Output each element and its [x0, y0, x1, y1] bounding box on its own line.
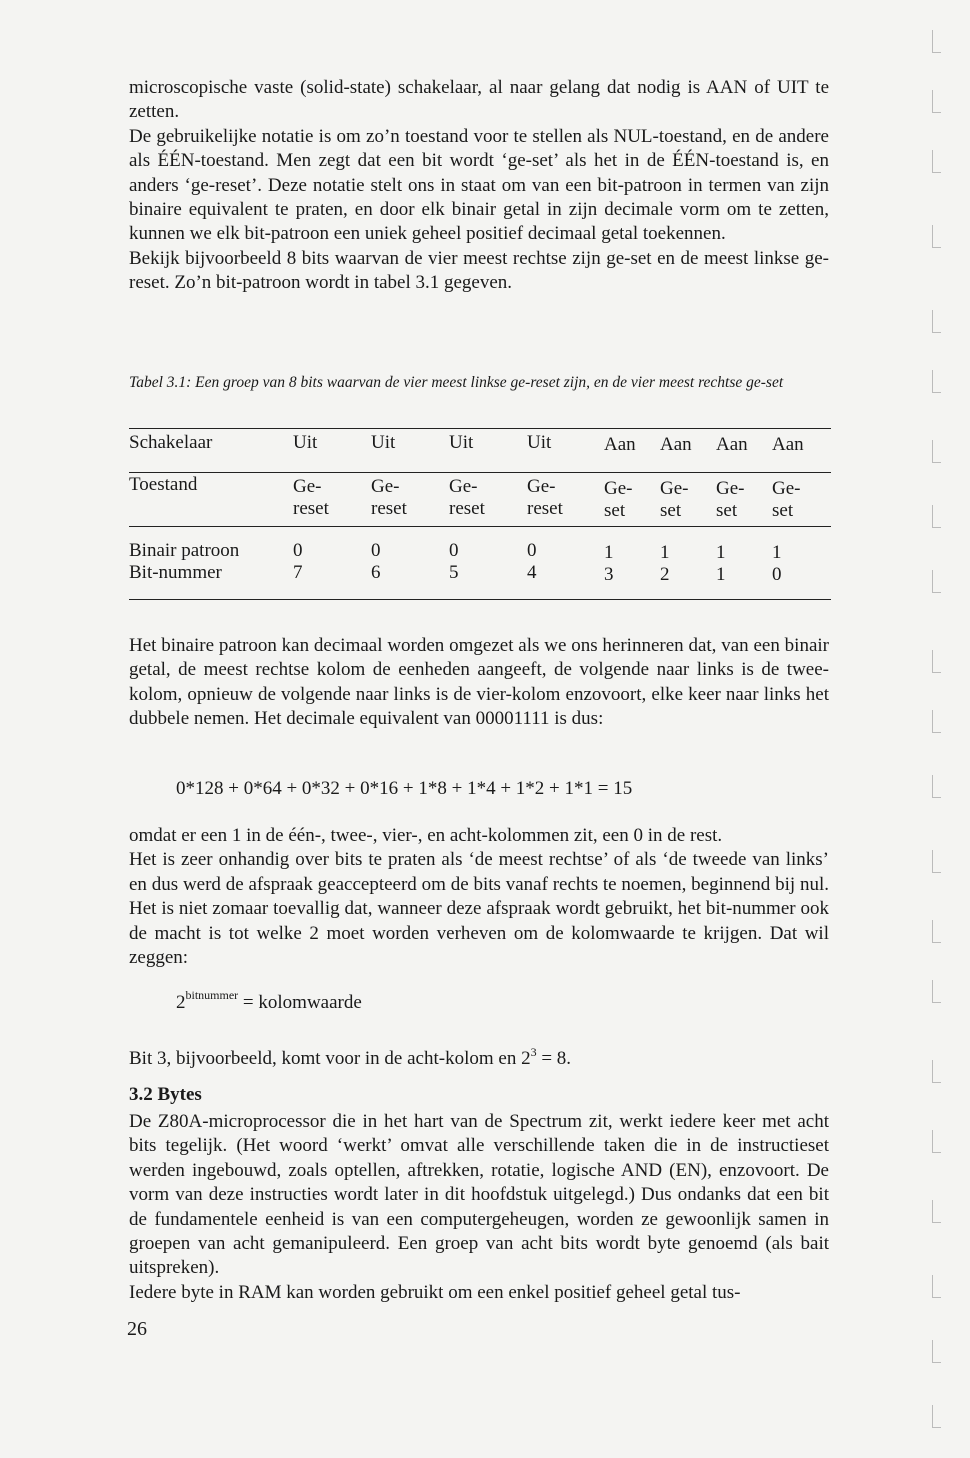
- table-cell: Binair patroon: [129, 540, 240, 561]
- table-cell: 5: [449, 562, 459, 583]
- intro-text: [129, 76, 829, 296]
- bit3-exponent: 3: [530, 1045, 537, 1059]
- power-rest: = kolomwaarde: [238, 992, 362, 1013]
- table-cell: Ge-: [772, 478, 801, 499]
- table-cell: Aan: [772, 434, 804, 455]
- table-cell: Bit-nummer: [129, 562, 222, 583]
- table-cell: 0: [371, 540, 381, 561]
- table-rule-top: [129, 428, 831, 429]
- page-edge-marks: [928, 0, 970, 1458]
- paragraph: microscopische vaste (solid-state) schakelaar, al naar gelang dat nodig is AAN of UIT te zetten.: [129, 77, 829, 123]
- table-cell: 0: [772, 564, 782, 585]
- power-exponent: bitnummer: [185, 988, 239, 1002]
- table-cell: Ge-: [604, 478, 633, 499]
- table-cell: reset: [449, 498, 485, 519]
- paragraph: Het is zeer onhandig over bits te praten als ‘de meest rechtse’ of als ‘de tweede van links’ en dus werd de afspraak geaccepteerd om de bits vanaf rechts te noemen, beginnend bij nul. Het is niet zomaar toevallig dat, wanneer deze afspraak wordt gebruikt, het bit-nummer ook de macht is tot welke 2 moet worden verheven om de kolomwaarde te krijgen. Dat wil zeggen:: [129, 849, 829, 969]
- table-cell: 1: [604, 542, 614, 563]
- table-cell: Aan: [716, 434, 748, 455]
- paragraph: De Z80A-microprocessor die in het hart van de Spectrum zit, werkt iedere keer met acht bits tegelijk. (Het woord ‘werkt’ omvat alle verschillende taken die in de instructieset werden ingebouwd, zoals optellen, aftrekken, rotatie, logische AND (EN), enzovoort. De vorm van deze instructies wordt later in dit hoofdstuk uitgelegd.) Dus ondanks dat een bit de fundamentele eenheid is van een computergeheugen, worden ze gewoonlijk samen in groepen van acht gemanipuleerd. Een groep van acht bits wordt byte genoemd (als bait uitspreken).: [129, 1111, 829, 1279]
- bit3-line: [129, 1040, 829, 1071]
- table-cell: Toestand: [129, 474, 198, 495]
- table-cell: set: [660, 500, 682, 521]
- table-cell: 1: [660, 542, 670, 563]
- body-text: [129, 634, 829, 732]
- table-cell: 7: [293, 562, 303, 583]
- paragraph: omdat er een 1 in de één-, twee-, vier-, en acht-kolommen zit, een 0 in de rest.: [129, 825, 723, 846]
- table-cell: 0: [293, 540, 303, 561]
- table-cell: 0: [527, 540, 537, 561]
- body-text: [129, 1110, 829, 1305]
- table-cell: 1: [772, 542, 782, 563]
- page-number: 26: [127, 1318, 147, 1340]
- table-cell: Uit: [293, 432, 318, 453]
- table-cell: Ge-: [716, 478, 745, 499]
- table-cell: set: [772, 500, 794, 521]
- table-cell: Ge-: [449, 476, 478, 497]
- power-formula: [176, 988, 362, 1014]
- section-heading: 3.2 Bytes: [129, 1084, 202, 1105]
- paragraph: De gebruikelijke notatie is om zo’n toestand voor te stellen als NUL-toestand, en de andere als ÉÉN-toestand. Men zegt dat een bit wordt ‘ge-set’ als het in de ÉÉN-toestand is, en anders ‘ge-reset’. Deze notatie stelt ons in staat om van een bit-patroon in termen van zijn binaire equivalent te praten, en door elk binair getal in zijn decimale vorm om te zetten, kunnen we elk bit-patroon een uniek geheel positief decimaal getal toekennen.: [129, 125, 829, 245]
- paragraph: Het binaire patroon kan decimaal worden omgezet als we ons herinneren dat, van een binair getal, de meest rechtse kolom de eenheden aangeeft, de volgende naar links is de twee-kolom, opnieuw de volgende naar links is de vier-kolom enzovoort, elke keer naar links het dubbele nemen. Het decimale equivalent van 00001111 is dus:: [129, 635, 829, 730]
- paragraph: Bekijk bijvoorbeeld 8 bits waarvan de vier meest rechtse zijn ge-set en de meest linkse ge-reset. Zo’n bit-patroon wordt in tabel 3.1 gegeven.: [129, 247, 829, 294]
- table-cell: Uit: [527, 432, 552, 453]
- table-cell: 0: [449, 540, 459, 561]
- table-cell: reset: [293, 498, 329, 519]
- formula: 0*128 + 0*64 + 0*32 + 0*16 + 1*8 + 1*4 + 1*2 + 1*1 = 15: [176, 778, 633, 799]
- table-cell: 2: [660, 564, 670, 585]
- table-cell: 6: [371, 562, 381, 583]
- table-cell: Ge-: [371, 476, 400, 497]
- paragraph: Iedere byte in RAM kan worden gebruikt om een enkel positief geheel getal tus-: [129, 1281, 741, 1303]
- table-rule: [129, 526, 831, 527]
- table-cell: Uit: [449, 432, 474, 453]
- table-cell: set: [716, 500, 738, 521]
- table-cell: reset: [527, 498, 563, 519]
- table-cell: 4: [527, 562, 537, 583]
- power-base: 2: [176, 992, 186, 1013]
- table-cell: 3: [604, 564, 614, 585]
- table-rule-bottom: [129, 599, 831, 600]
- table-cell: Ge-: [527, 476, 556, 497]
- table-cell: Ge-: [660, 478, 689, 499]
- table-cell: Aan: [660, 434, 692, 455]
- table-cell: Uit: [371, 432, 396, 453]
- table-cell: Aan: [604, 434, 636, 455]
- table-cell: 1: [716, 564, 726, 585]
- bit3-tail: = 8.: [536, 1048, 572, 1069]
- table-cell: set: [604, 500, 626, 521]
- table-caption: Tabel 3.1: Een groep van 8 bits waarvan de vier meest linkse ge-reset zijn, en de vier meest rechtse ge-set: [129, 374, 784, 391]
- table-cell: Ge-: [293, 476, 322, 497]
- table-cell: reset: [371, 498, 407, 519]
- table-rule: [129, 472, 831, 473]
- bit3-text: Bit 3, bijvoorbeeld, komt voor in de acht-kolom en 2: [129, 1048, 531, 1069]
- body-text: [129, 824, 829, 970]
- table-cell: 1: [716, 542, 726, 563]
- table-cell: Schakelaar: [129, 432, 213, 453]
